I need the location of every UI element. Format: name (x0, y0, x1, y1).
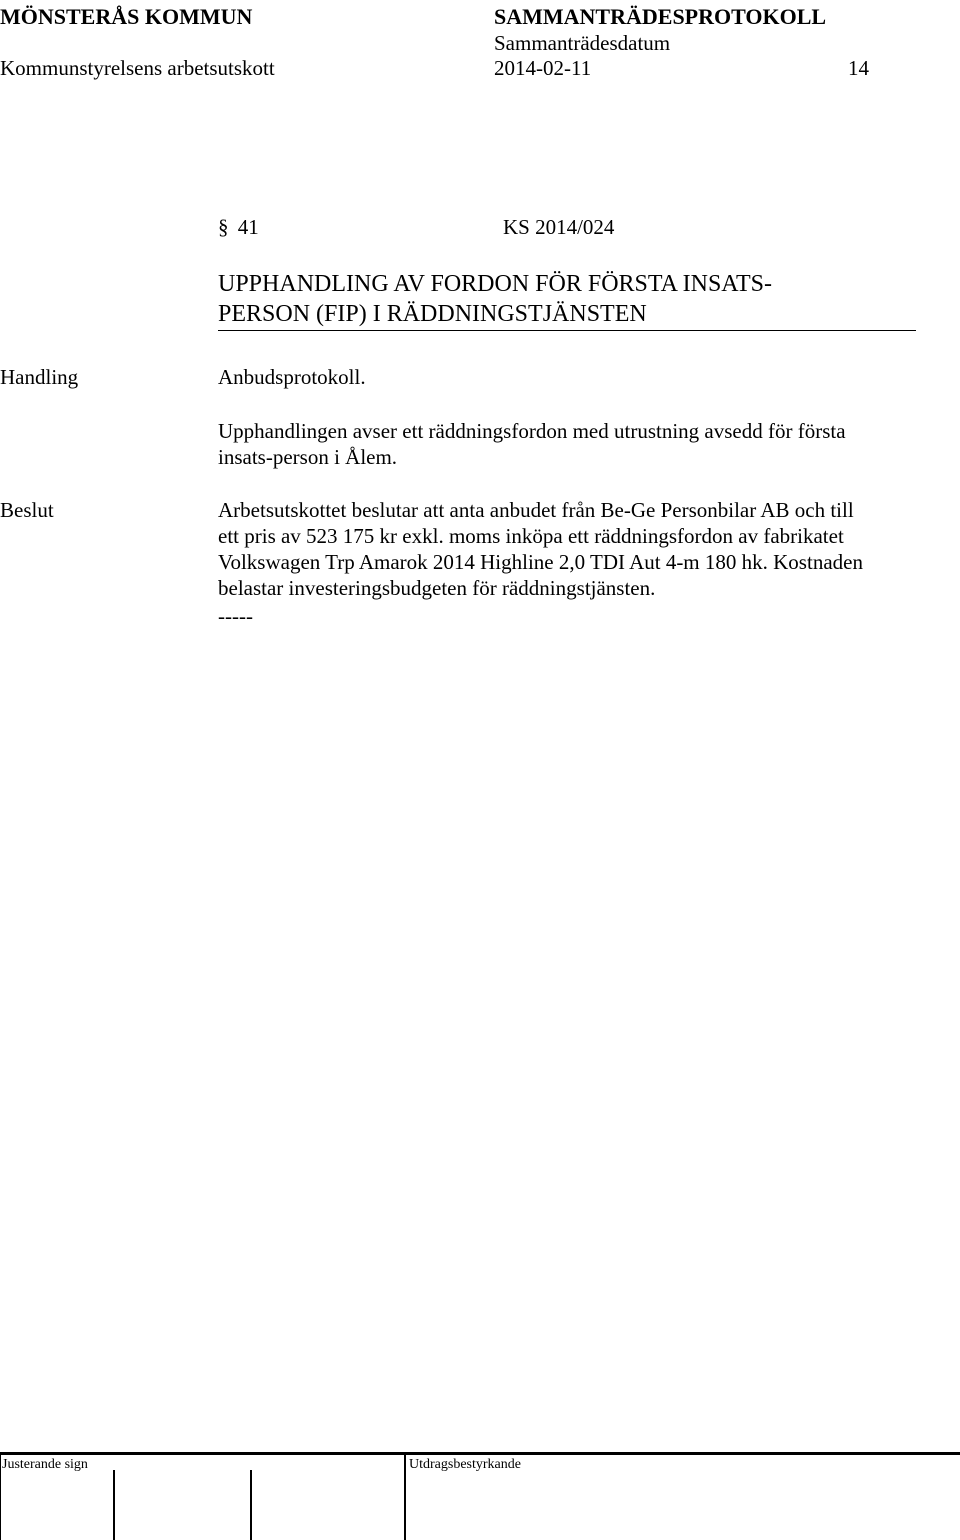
signature-box-divider (0, 1455, 1, 1540)
handling-label: Handling (0, 365, 79, 389)
signature-box-divider (113, 1470, 115, 1540)
item-title-line-2: PERSON (FIP) I RÄDDNINGSTJÄNSTEN (218, 301, 647, 327)
justerande-sign-label: Justerande sign (2, 1457, 88, 1472)
item-number (218, 214, 259, 240)
decision-text-line-3: Volkswagen Trp Amarok 2014 Highline 2,0 TDI Aut 4-m 180 hk. Kostnaden (218, 550, 863, 574)
footer-rule (0, 1452, 960, 1455)
utdragsbestyrkande-label: Utdragsbestyrkande (409, 1457, 521, 1472)
org-name: MÖNSTERÅS KOMMUN (0, 4, 253, 29)
case-number: KS 2014/024 (503, 215, 615, 239)
end-mark: ----- (218, 604, 253, 628)
handling-text-line-1: Upphandlingen avser ett räddningsfordon med utrustning avsedd för första (218, 419, 846, 443)
date-label: Sammanträdesdatum (494, 31, 671, 55)
handling-text-line-2: insats-person i Ålem. (218, 445, 398, 469)
decision-text-line-4: belastar investeringsbudgeten för räddningstjänsten. (218, 576, 656, 600)
decision-label: Beslut (0, 498, 54, 522)
signature-box-divider (250, 1470, 252, 1540)
meeting-date: 2014-02-11 (494, 56, 592, 80)
paragraph-number: 41 (237, 215, 259, 239)
item-title-line-1: UPPHANDLING AV FORDON FÖR FÖRSTA INSATS- (218, 271, 772, 297)
committee-name: Kommunstyrelsens arbetsutskott (0, 56, 275, 80)
title-underline (218, 330, 916, 331)
section-sign: § (218, 215, 229, 239)
signature-box-divider (404, 1455, 406, 1540)
document-type: SAMMANTRÄDESPROTOKOLL (494, 4, 827, 29)
decision-text-line-1: Arbetsutskottet beslutar att anta anbudet från Be-Ge Personbilar AB och till (218, 498, 854, 522)
handling-document: Anbudsprotokoll. (218, 365, 366, 389)
decision-text-line-2: ett pris av 523 175 kr exkl. moms inköpa ett räddningsfordon av fabrikatet (218, 524, 844, 548)
page-number: 14 (848, 56, 869, 80)
